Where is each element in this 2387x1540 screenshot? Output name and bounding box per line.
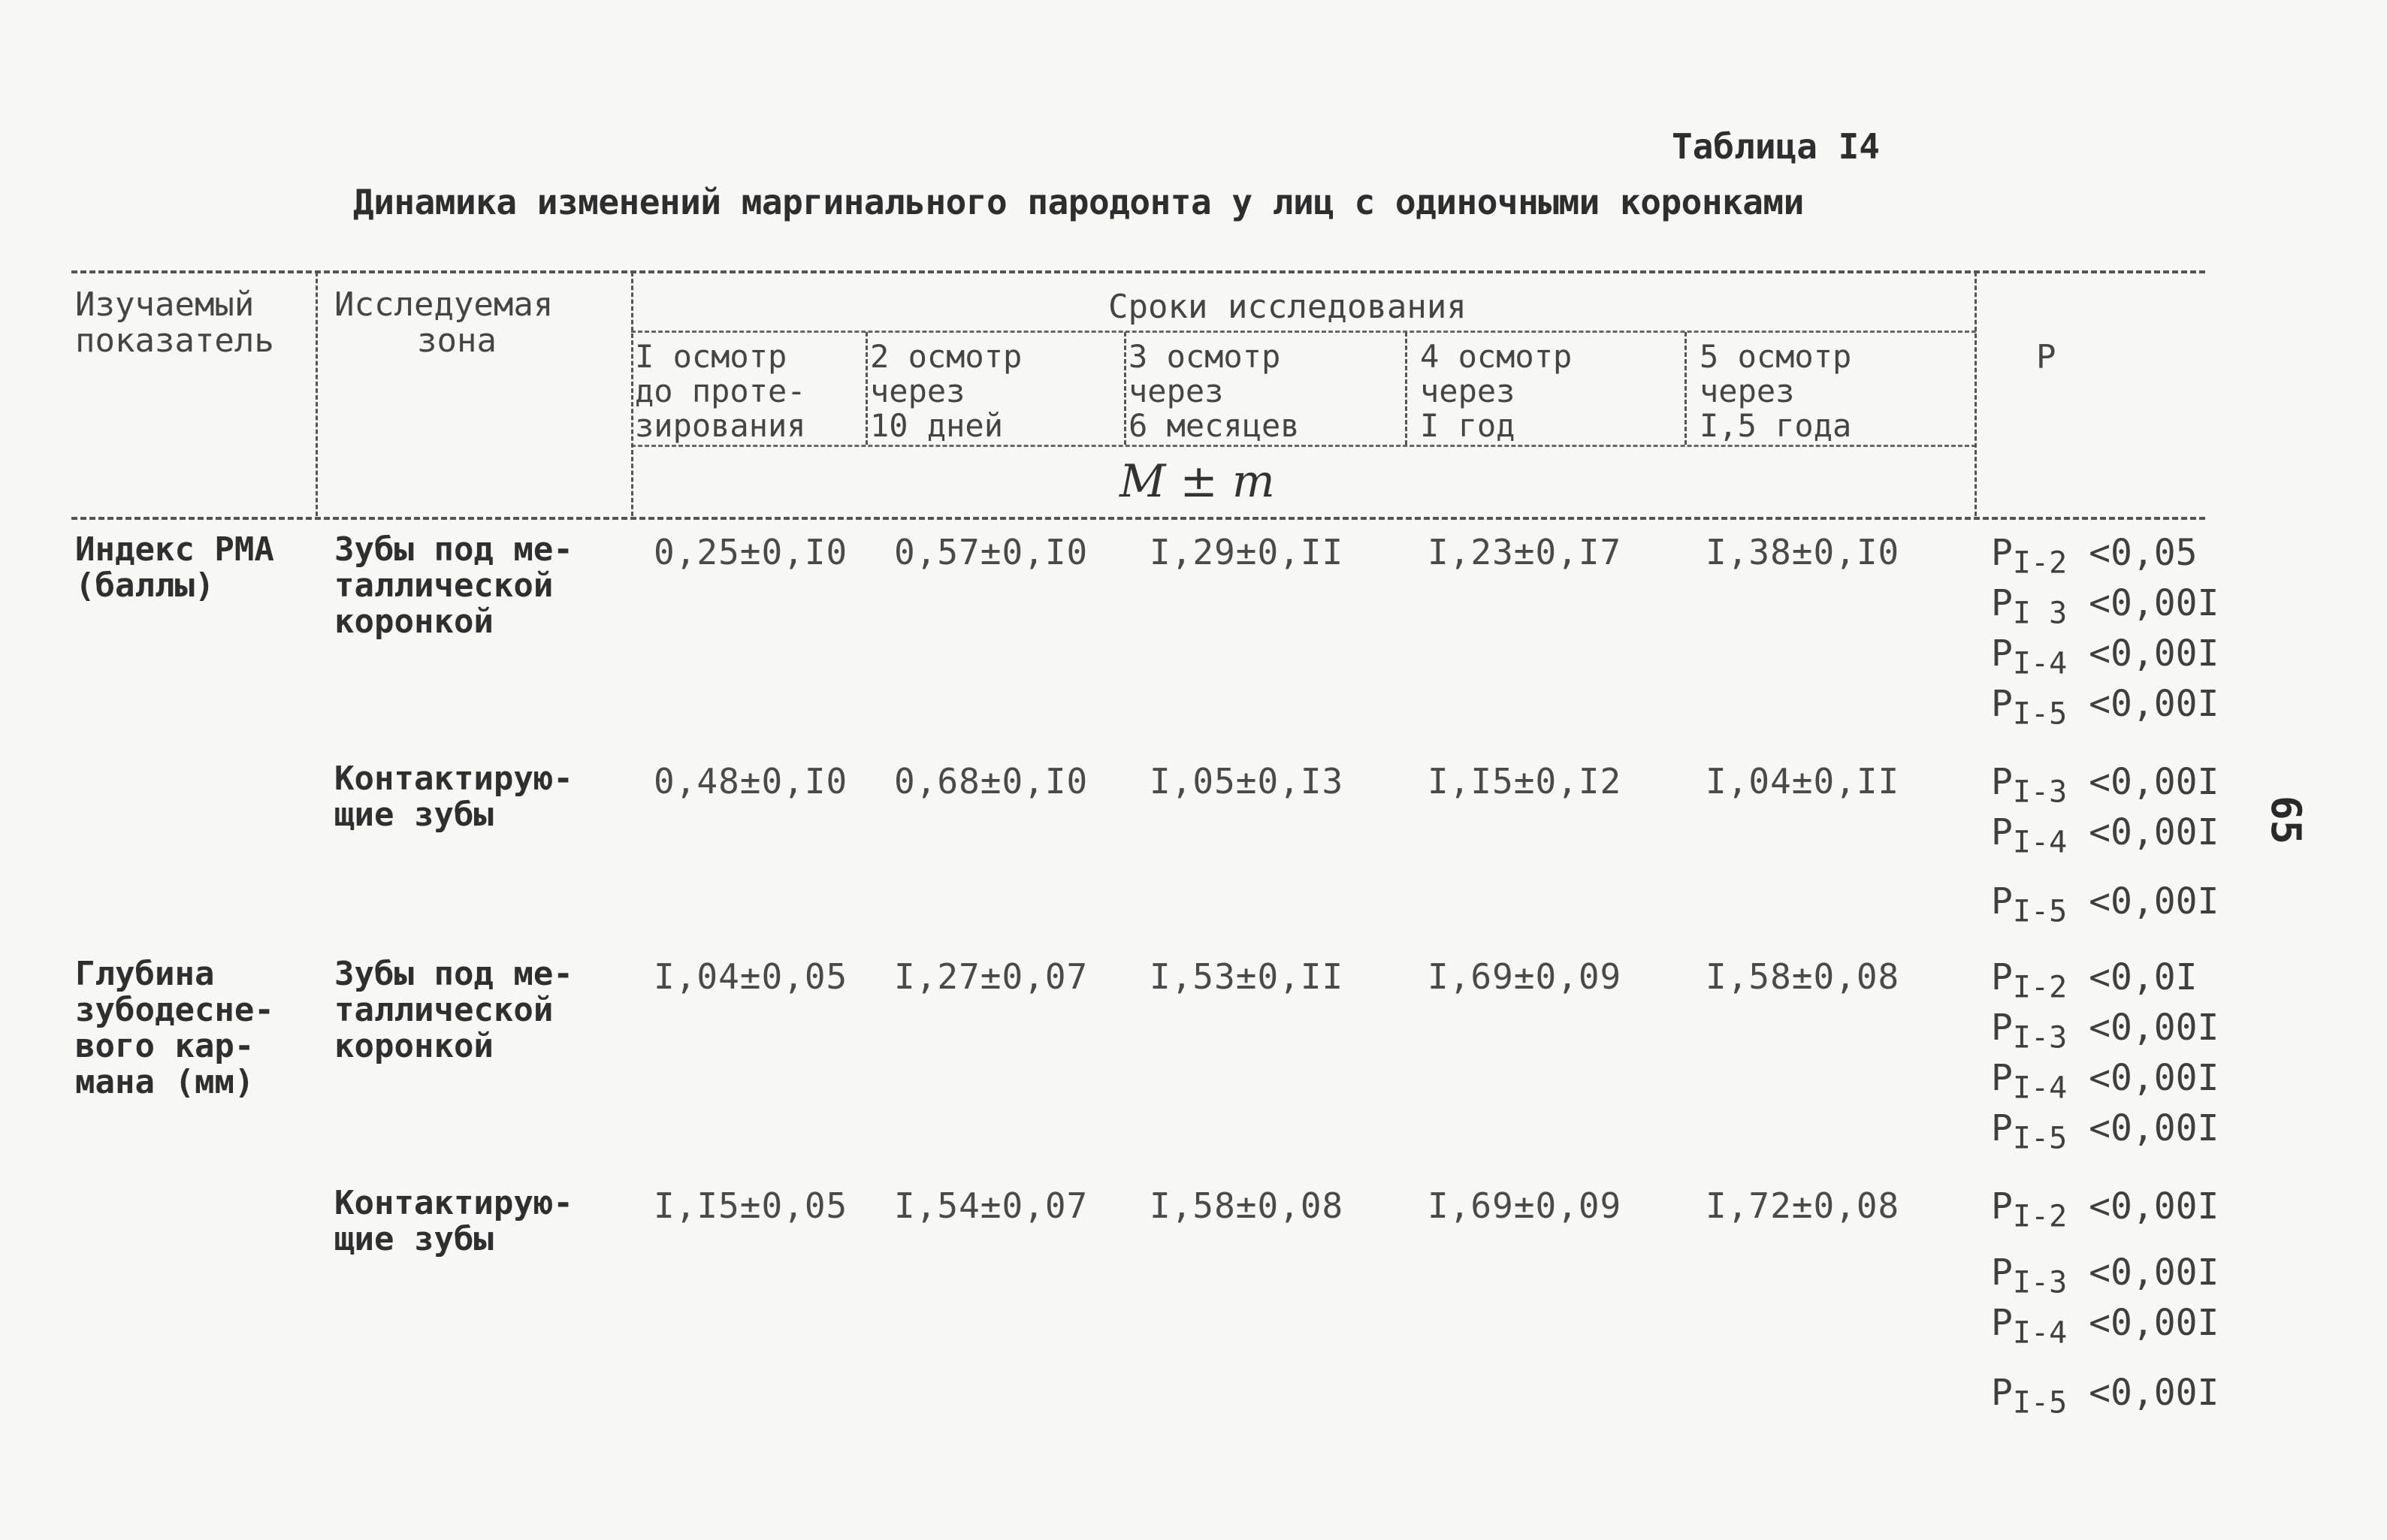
value-cell: I,72±0,08 xyxy=(1706,1185,1900,1226)
indicator-pma: Индекс РМА (баллы) xyxy=(75,530,274,605)
value-cell: I,54±0,07 xyxy=(894,1185,1089,1226)
header-p: P xyxy=(2036,338,2056,376)
p-value: $P_{I-3} <0,00I$ xyxy=(1991,761,2219,810)
rule-top xyxy=(71,270,2205,273)
header-period-3: 3 осмотр через 6 месяцев xyxy=(1129,338,1300,444)
p-value: $P_{I-4} <0,00I$ xyxy=(1991,811,2219,860)
header-periods-title: Сроки исследования xyxy=(1108,288,1467,326)
rule-v2 xyxy=(631,272,633,516)
value-cell: I,27±0,07 xyxy=(894,956,1089,997)
indicator-pocket-depth: Глубина зубодесне- вого кар- мана (мм) xyxy=(75,955,274,1101)
value-cell: I,23±0,I7 xyxy=(1428,532,1622,572)
rule-v3 xyxy=(866,332,868,445)
value-cell: 0,68±0,I0 xyxy=(894,761,1089,802)
p-value: $P_{I-4} <0,00I$ xyxy=(1991,1057,2219,1106)
p-value: $P_{I-5} <0,00I$ xyxy=(1991,1107,2219,1156)
p-value: $P_{I 3} <0,00I$ xyxy=(1991,582,2219,631)
table-label: Таблица I4 xyxy=(1672,126,1880,167)
value-cell: I,05±0,I3 xyxy=(1150,761,1344,802)
value-cell: 0,48±0,I0 xyxy=(654,761,848,802)
value-cell: I,38±0,I0 xyxy=(1706,532,1900,572)
p-value: $P_{I-2} <0,0I$ xyxy=(1991,956,2198,1005)
p-value: $P_{I-4} <0,00I$ xyxy=(1991,633,2219,681)
value-cell: 0,57±0,I0 xyxy=(894,532,1089,572)
p-value: $P_{I-5} <0,00I$ xyxy=(1991,1372,2219,1421)
p-value: $P_{I-5} <0,00I$ xyxy=(1991,880,2219,929)
rule-periods-bottom xyxy=(631,445,1976,447)
value-cell: I,53±0,II xyxy=(1150,956,1344,997)
value-cell: I,58±0,08 xyxy=(1706,956,1900,997)
value-cell: I,04±0,05 xyxy=(654,956,848,997)
rule-v7 xyxy=(1975,272,1977,516)
value-cell: I,58±0,08 xyxy=(1150,1185,1344,1226)
zone-metal-crown: Зубы под ме- таллической коронкой xyxy=(334,530,573,641)
page-number: 65 xyxy=(2262,795,2310,845)
value-cell: I,29±0,II xyxy=(1150,532,1344,572)
p-value: $P_{I-5} <0,00I$ xyxy=(1991,683,2219,732)
rule-v4 xyxy=(1124,332,1126,445)
p-value: $P_{I-2} <0,00I$ xyxy=(1991,1185,2219,1234)
p-value: $P_{I-3} <0,00I$ xyxy=(1991,1007,2219,1055)
value-cell: I,69±0,09 xyxy=(1428,956,1622,997)
p-value: $P_{I-3} <0,00I$ xyxy=(1991,1252,2219,1300)
header-period-5: 5 осмотр через I,5 года xyxy=(1700,338,1852,444)
value-cell: I,04±0,II xyxy=(1706,761,1900,802)
header-period-2: 2 осмотр через 10 дней xyxy=(870,338,1023,444)
table-title: Динамика изменений маргинального пародонта у лиц с одиночными коронками xyxy=(353,182,1804,222)
p-value: $P_{I-2} <0,05$ xyxy=(1991,532,2198,581)
value-cell: 0,25±0,I0 xyxy=(654,532,848,572)
value-cell: I,I5±0,I2 xyxy=(1428,761,1622,802)
zone-contact-teeth: Контактирую- щие зубы xyxy=(334,759,573,834)
header-period-4: 4 осмотр через I год xyxy=(1420,338,1573,444)
header-period-1: I осмотр до проте- зирования xyxy=(635,338,806,444)
header-indicator: Изучаемый показатель xyxy=(75,285,274,360)
p-value: $P_{I-4} <0,00I$ xyxy=(1991,1302,2219,1351)
value-cell: I,I5±0,05 xyxy=(654,1185,848,1226)
zone-contact-teeth: Контактирую- щие зубы xyxy=(334,1184,573,1258)
rule-periods xyxy=(631,331,1976,333)
header-mean-error: M ± m xyxy=(1119,455,1275,508)
rule-header-bottom xyxy=(71,517,2205,520)
zone-metal-crown: Зубы под ме- таллической коронкой xyxy=(334,955,573,1065)
value-cell: I,69±0,09 xyxy=(1428,1185,1622,1226)
rule-v6 xyxy=(1684,332,1687,445)
header-zone: Исследуемая зона xyxy=(334,285,554,360)
rule-v1 xyxy=(316,272,318,516)
rule-v5 xyxy=(1405,332,1407,445)
